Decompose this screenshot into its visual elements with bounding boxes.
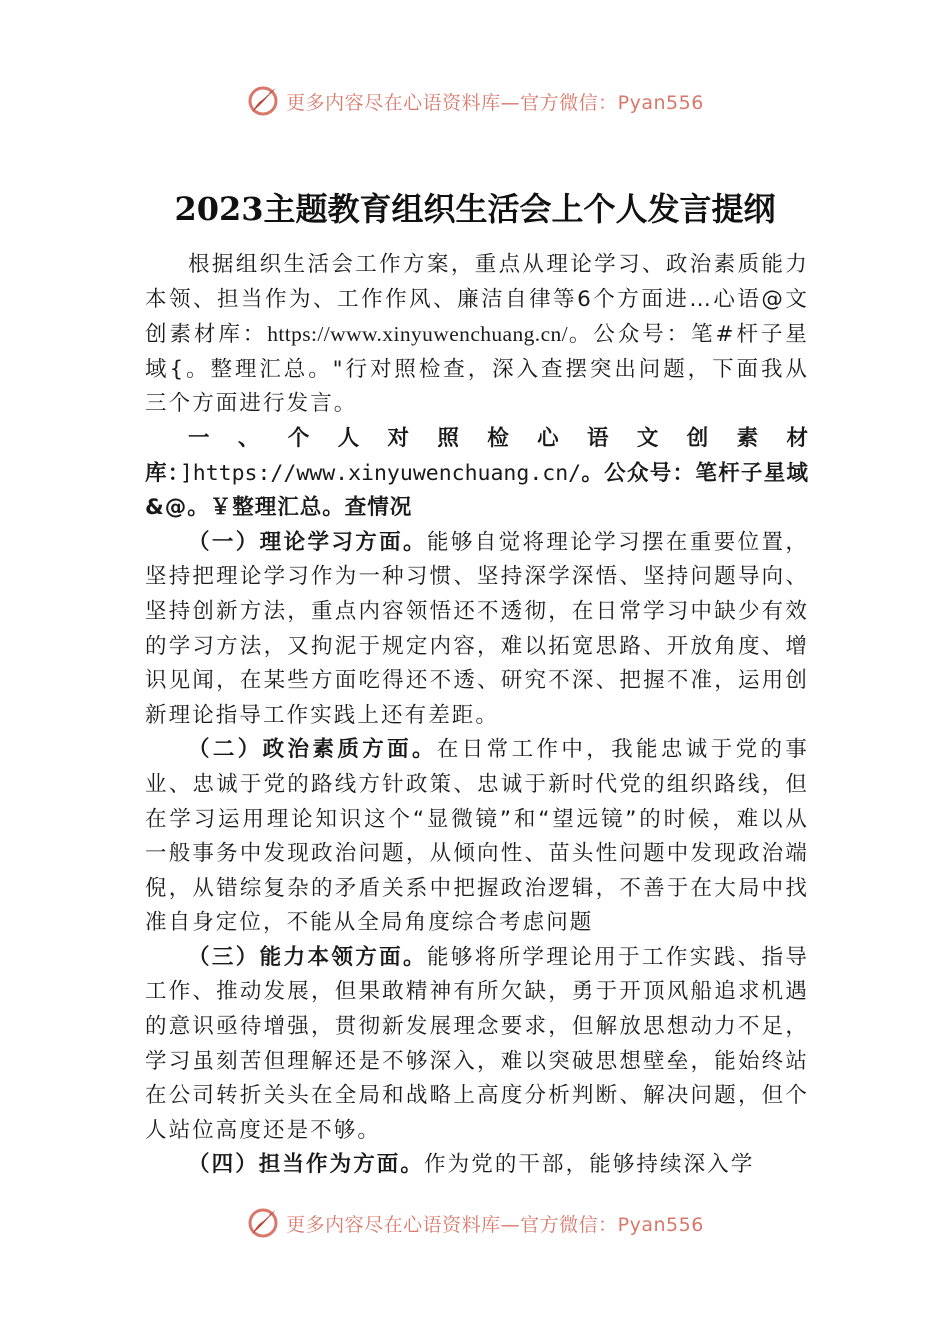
feather-circle-logo-icon: [246, 1206, 280, 1240]
item-text: 在日常工作中，我能忠诚于党的事业、忠诚于党的路线方针政策、忠诚于新时代党的组织路线，但在学习运用理论知识这个“显微镜”和“望远镜”的时候，难以从一般事务中发现政治问题，从倾向性、苗头性问题中发现政治端倪，从错综复杂的矛盾关系中把握政治逻辑，不善于在大局中找准自身定位，不能从全局角度综合考虑问题: [145, 737, 809, 936]
item-heading: （三）能力本领方面。: [188, 944, 427, 970]
document-body: [145, 248, 809, 1183]
item-heading: （四）担当作为方面。: [188, 1152, 425, 1178]
item-theory-study: [145, 526, 809, 734]
section-1-heading: [145, 422, 809, 526]
item-political-quality: [145, 733, 809, 941]
section-1-tail: 。公众号：笔杆子星域&@。￥整理汇总。查情况: [145, 460, 809, 521]
feather-circle-logo-icon: [246, 84, 280, 118]
watermark-text: 更多内容尽在心语资料库—官方微信：Pyan556: [286, 1213, 704, 1236]
intro-text-start: 根据组织生活会工作方案，重点从理论学习、政治素质能力本领、担当作为、工作作风、廉洁自律等6个方面进…心语@文创素材库：: [145, 252, 809, 348]
item-responsibility: [145, 1148, 809, 1183]
intro-url: https://www.xinyuwenchuang.cn/: [267, 322, 569, 347]
item-heading: （一）理论学习方面。: [188, 529, 427, 555]
document-title: 2023主题教育组织生活会上个人发言提纲: [174, 190, 776, 228]
watermark-header: [0, 84, 950, 124]
item-text: 能够自觉将理论学习摆在重要位置，坚持把理论学习作为一种习惯、坚持深学深悟、坚持问题导向、坚持创新方法，重点内容领悟还不透彻，在日常学习中缺少有效的学习方法，又拘泥于规定内容，难以拓宽思路、开放角度、增识见闻，在某些方面吃得还不透、研究不深、把握不准，运用创新理论指导工作实践上还有差距。: [145, 529, 809, 728]
item-text: 能够将所学理论用于工作实践、指导工作、推动发展，但果敢精神有所欠缺，勇于开顶风船追求机遇的意识亟待增强，贯彻新发展理念要求，但解放思想动力不足，学习虽刻苦但理解还是不够深入，难以突破思想壁垒，能始终站在公司转折关头在全局和战略上高度分析判断、解决问题，但个人站位高度还是不够。: [145, 944, 809, 1143]
intro-text-end: 。公众号：笔#杆子星域{。整理汇总。"行对照检查，深入查摆突出问题，下面我从三个方面进行发言。: [145, 322, 809, 417]
item-ability: [145, 941, 809, 1149]
watermark-footer: [0, 1206, 950, 1246]
watermark-text: 更多内容尽在心语资料库—官方微信：Pyan556: [286, 91, 704, 114]
section-1-lead: 一、个人对照检心语文创素材库：: [145, 425, 809, 486]
item-text: 作为党的干部，能够持续深入学: [424, 1152, 755, 1178]
item-heading: （二）政治素质方面。: [188, 737, 437, 763]
intro-paragraph: [145, 248, 809, 422]
section-1-url: ]https://www.xinyuwenchuang.cn/: [179, 460, 582, 486]
